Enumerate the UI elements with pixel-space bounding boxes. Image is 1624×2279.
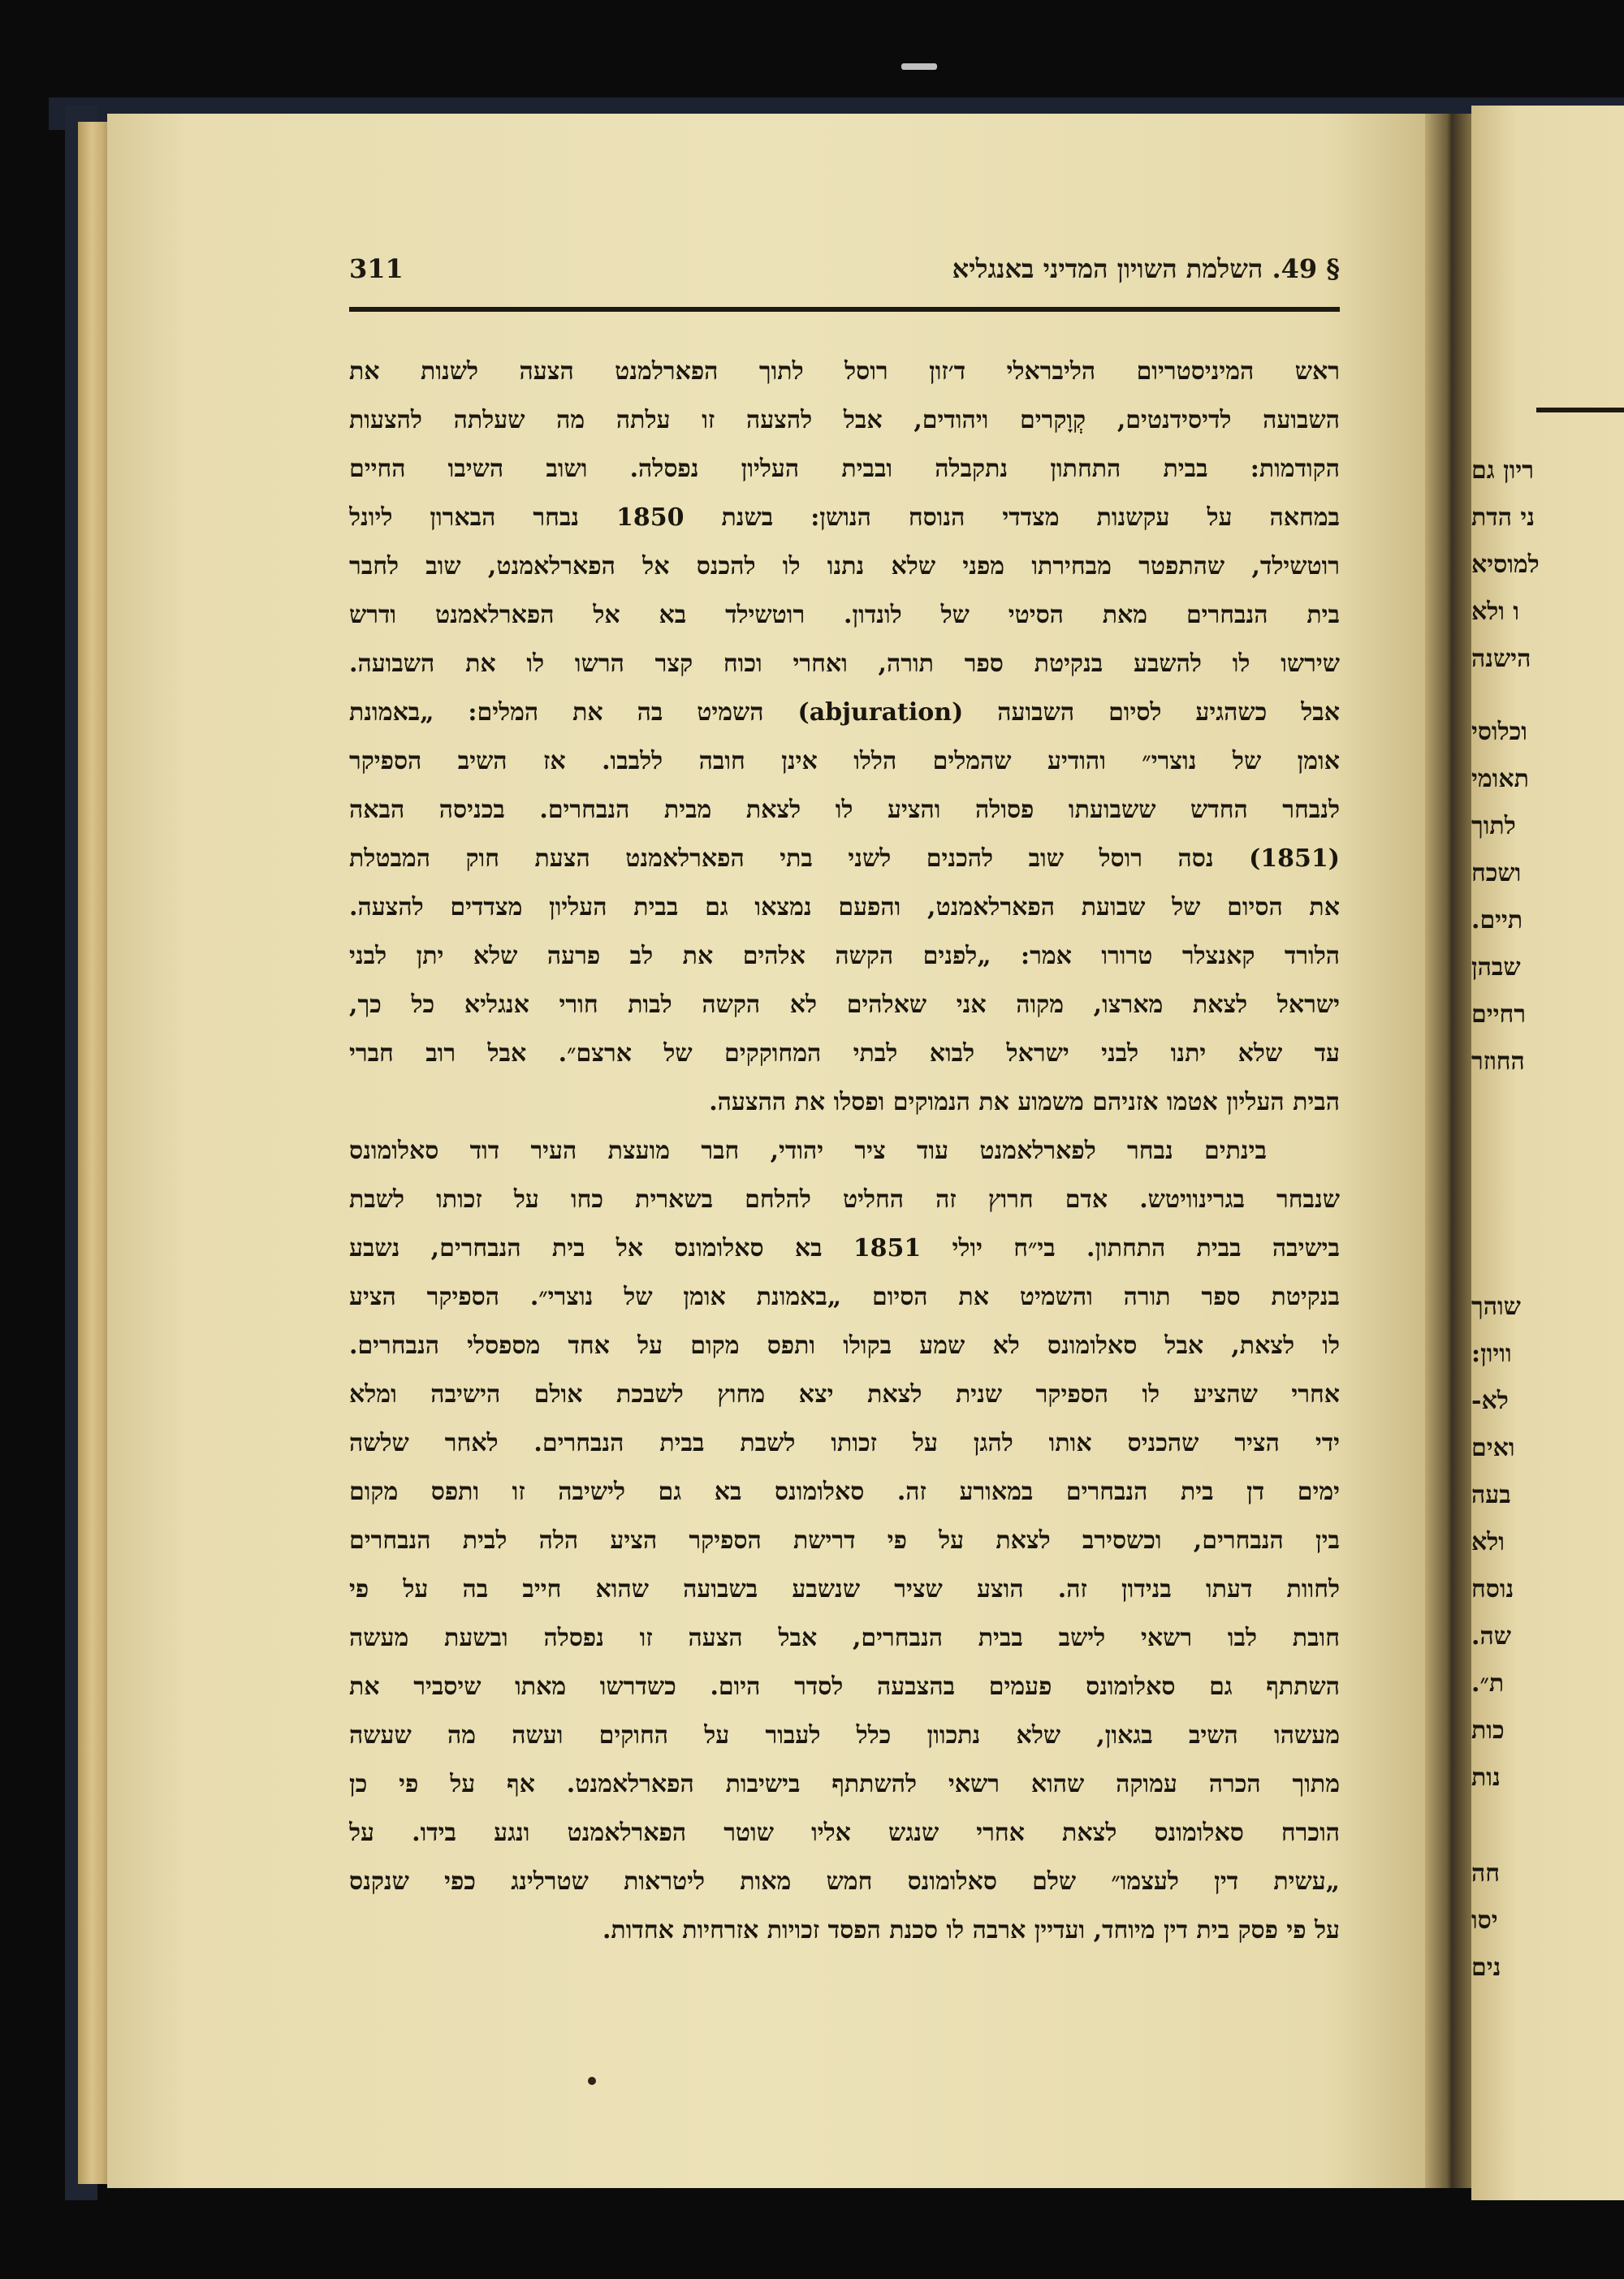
- print-mark: [588, 2077, 596, 2085]
- text-line: הקודמות: בבית התחתון נתקבלה ובבית העליון נפסלה. ושוב השיבו החיים: [349, 455, 1340, 483]
- text-line: השבועה לדיסידנטים, קְוָקרים ויהודים, אבל להצעה זו עלתה מה שעלתה להצעות: [349, 406, 1340, 434]
- text-line: „עשית דין לעצמו״ שלם סאלומונס חמש מאות ליטראות שטרלינג כפי שנקנס: [349, 1867, 1340, 1896]
- text-line: ישראל לצאת מארצו, מקוה אני שאלהים לא הקשה לבות חורי אנגליא כל כך,: [349, 991, 1340, 1019]
- page-header: [349, 253, 1340, 302]
- page-number: 311: [349, 253, 404, 284]
- facing-page-fragment: שוהך: [1471, 1293, 1521, 1321]
- text-line: במחאה על עקשנות מצדדי הנוסח הנושן: בשנת 1850 נבחר הבארון ליונל: [349, 503, 1340, 532]
- facing-page-fragment: בעה: [1471, 1481, 1511, 1509]
- running-head: § 49. השלמת השויון המדיני באנגליא: [952, 253, 1340, 284]
- facing-page-fragment: ושכח: [1471, 859, 1522, 887]
- facing-page-fragment: ואים: [1471, 1434, 1515, 1462]
- facing-page-fragment: נים: [1471, 1953, 1501, 1982]
- facing-page-fragment: ני הדת: [1471, 503, 1535, 532]
- facing-page-fragment: וכלוסי: [1471, 718, 1527, 746]
- facing-page-fragment: החוזר: [1471, 1047, 1525, 1076]
- text-line: ראש המיניסטריום הליבראלי ד׳זון רוסל לתוך הפארלמנט הצעה לשנות את: [349, 357, 1340, 386]
- text-line: בין הנבחרים, וכשסירב לצאת על פי דרישת הספיקר הציע הלה לבית הנבחרים: [349, 1526, 1340, 1555]
- text-line: בינתים נבחר לפארלאמנט עוד ציר יהודי, חבר מועצת העיר דוד סאלומונס: [349, 1137, 1267, 1165]
- facing-page-fragment: תאומי: [1471, 765, 1529, 793]
- facing-header-rule: [1536, 408, 1624, 412]
- facing-page-fragment: כות: [1471, 1716, 1505, 1745]
- body-text: [349, 347, 1340, 1955]
- text-line: לנבחר החדש ששבועתו פסולה והציע לו לצאת מבית הנבחרים. בכניסה הבאה: [349, 796, 1340, 824]
- text-line: הוכרח סאלומונס לצאת אחרי שנגש אליו שוטר הפארלאמנט ונגע בידו. על: [349, 1819, 1340, 1847]
- text-line: שירשו לו להשבע בנקיטת ספר תורה, ואחרי וכוח קצר הרשו לו את השבועה.: [349, 650, 1340, 678]
- facing-page-fragment: לתוך: [1471, 812, 1516, 840]
- facing-page-fragment: וויון:: [1471, 1340, 1512, 1368]
- text-line: השתתף גם סאלומונס פעמים בהצבעה לסדר היום. כשדרשו מאתו שיסביר את: [349, 1673, 1340, 1701]
- scan-mark: [901, 63, 937, 70]
- facing-page-fragment: נוסח: [1471, 1575, 1514, 1604]
- facing-page-fragment: נות: [1471, 1763, 1501, 1792]
- facing-page-fragment: תיים.: [1471, 906, 1523, 934]
- text-line: בית הנבחרים מאת הסיטי של לונדון. רוטשילד בא אל הפארלאמנט ודרש: [349, 601, 1340, 629]
- text-line: על פי פסק בית דין מיוחד, ועדיין ארבה לו סכנת הפסד זכויות אזרחיות אחדות.: [602, 1916, 1340, 1944]
- right-page: [1471, 106, 1624, 2200]
- text-line: אחרי שהציע לו הספיקר שנית לצאת יצא מחוץ לשבכת אולם הישיבה ומלא: [349, 1380, 1340, 1409]
- facing-page-fragment: יסו: [1471, 1906, 1498, 1935]
- facing-page-fragment: לא-: [1471, 1387, 1509, 1415]
- facing-page-fragment: שבהן: [1471, 953, 1521, 982]
- text-line: מעשהו השיב בגאון, שלא נתכוון כלל לעבור על החוקים ועשה מה שעשה: [349, 1721, 1340, 1750]
- facing-page-fragment: רחיים: [1471, 1000, 1526, 1029]
- text-line: שנבחר בגרינוויטש. אדם חרוץ זה החליט להלחם בשארית כחו על זכותו לשבת: [349, 1185, 1340, 1214]
- text-line: את הסיום של שבועת הפארלאמנט, והפעם נמצאו גם בבית העליון מצדדים להצעה.: [349, 893, 1340, 922]
- text-line: בנקיטת ספר תורה והשמיט את הסיום „באמונת אומן של נוצרי״. הספיקר הציע: [349, 1283, 1340, 1311]
- header-rule: [349, 307, 1340, 312]
- facing-page-fragment: ולא: [1471, 1528, 1505, 1556]
- facing-page-fragment: שה.: [1471, 1622, 1511, 1651]
- text-line: ידי הציר שהכניס אותו להגן על זכותו לשבת בבית הנבחרים. לאחר שלשה: [349, 1429, 1340, 1457]
- text-line: בישיבה בבית התחתון. בי״ח יולי 1851 בא סאלומונס אל בית הנבחרים, נשבע: [349, 1234, 1340, 1263]
- text-line: לו לצאת, אבל סאלומונס לא שמע בקולו ותפס מקום על אחד מספסלי הנבחרים.: [349, 1332, 1340, 1360]
- facing-page-fragment: הישנה: [1471, 645, 1531, 673]
- text-line: אבל כשהגיע לסיום השבועה (abjuration) השמיט בה את המלים: „באמונת: [349, 698, 1340, 727]
- facing-page-fragment: למוסיא: [1471, 550, 1540, 579]
- text-line: (1851) נסה רוסל שוב להכנים לשני בתי הפארלאמנט הצעת חוק המבטלת: [349, 844, 1340, 873]
- text-line: מתוך הכרה עמוקה שהוא רשאי להשתתף בישיבות הפארלאמנט. אף על פי כן: [349, 1770, 1340, 1798]
- text-line: ימים דן בית הנבחרים במאורע זה. סאלומונס בא גם לישיבה זו ותפס מקום: [349, 1478, 1340, 1506]
- text-line: עד שלא יתנו לבני ישראל לבוא לבתי המחוקקים של ארצם״. אבל רוב חברי: [349, 1039, 1340, 1068]
- facing-page-fragment: ריון גם: [1471, 456, 1534, 485]
- text-line: הלורד קאנצלר טרורו אמר: „לפנים הקשה אלהים את לב פרעה שלא יתן לבני: [349, 942, 1340, 970]
- facing-page-fragment: ת״.: [1471, 1669, 1505, 1698]
- text-line: הבית העליון אטמו אזניהם משמוע את הנמוקים ופסלו את ההצעה.: [709, 1088, 1340, 1116]
- facing-page-fragment: חה: [1471, 1859, 1501, 1888]
- facing-page-fragment: ו ולא: [1471, 598, 1520, 626]
- text-line: אומן של נוצרי״ והודיע שהמלים הללו אינן חובה ללבבו. אז השיב הספיקר: [349, 747, 1340, 775]
- book-gutter: [1425, 114, 1474, 2188]
- text-line: לחוות דעתו בנידון זה. הוצע שציר שנשבע בשבועה שהוא חייב בה על פי: [349, 1575, 1340, 1604]
- text-line: רוטשילד, שהתפטר מבחירתו מפני שלא נתנו לו להכנס אל הפארלאמנט, שוב לחבר: [349, 552, 1340, 581]
- text-line: חובת לבו רשאי לישב בבית הנבחרים, אבל הצעה זו נפסלה ובשעת מעשה: [349, 1624, 1340, 1652]
